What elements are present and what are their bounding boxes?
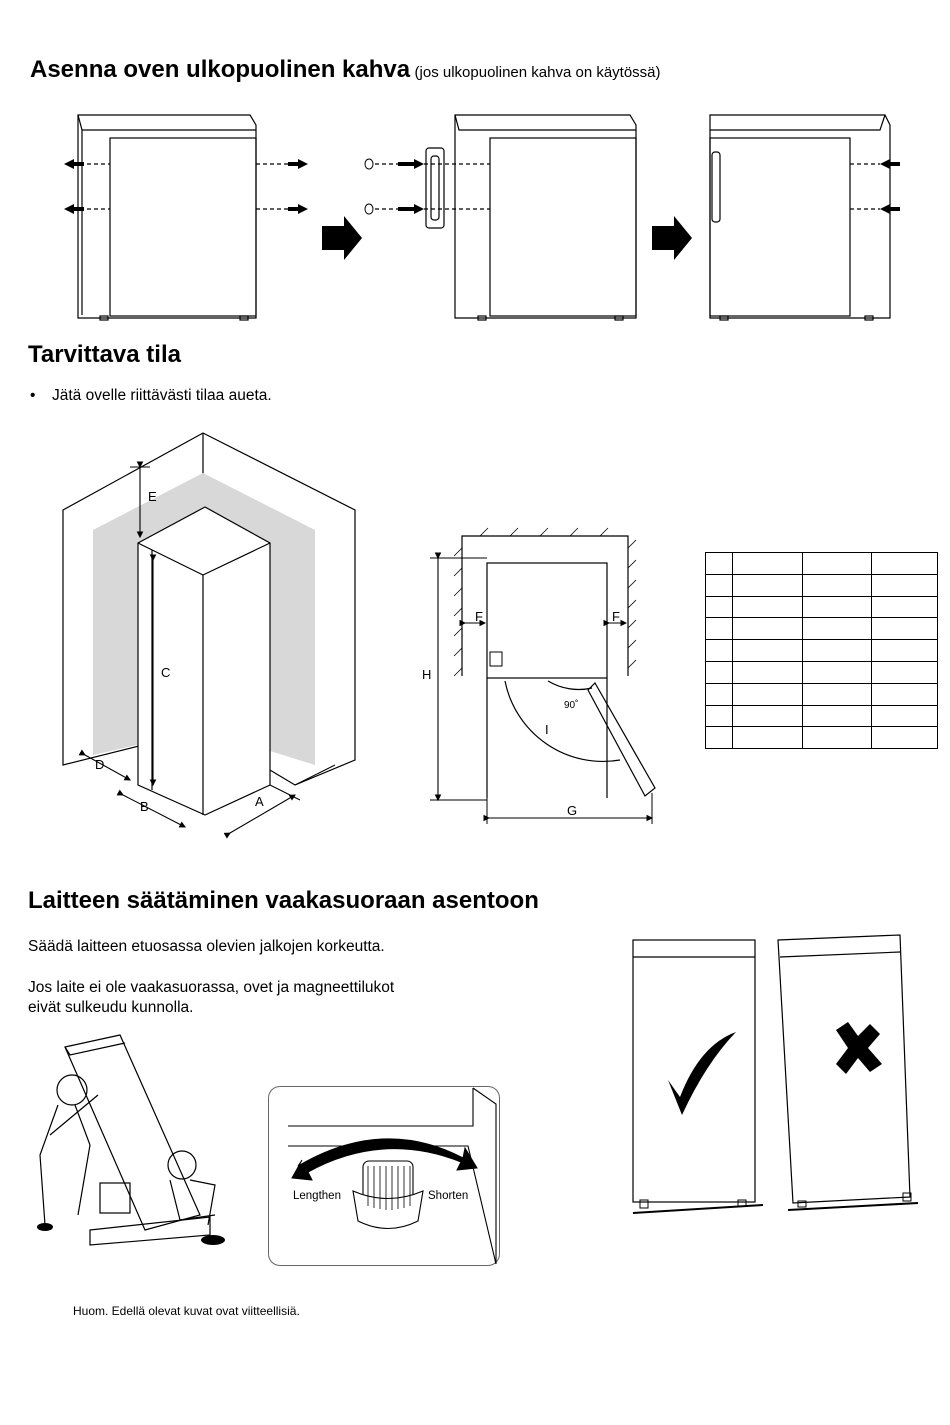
dim-d [85, 755, 130, 780]
dimensions-table-cell [732, 574, 802, 596]
dimensions-table-cell [802, 553, 872, 575]
dimensions-table-cell [802, 640, 872, 662]
isometric-space-diagram [55, 425, 375, 835]
section-install-handle-heading [30, 56, 661, 84]
required-space-title: Tarvittava tila [28, 341, 181, 368]
footnote: Huom. Edellä olevat kuvat ovat viitteellisiä. [73, 1304, 300, 1318]
dimensions-table-row [706, 618, 938, 640]
dimensions-table-row [706, 661, 938, 683]
door-handle [426, 148, 444, 228]
plan-view-diagram [420, 528, 660, 828]
dimensions-table-cell [732, 661, 802, 683]
label-f-left: F [475, 609, 483, 624]
leveling-paragraph-2-line-1: Jos laite ei ole vaakasuorassa, ovet ja magneettilukot [28, 979, 395, 996]
dimensions-table-cell [802, 727, 872, 749]
dimensions-table-cell [802, 596, 872, 618]
open-door [588, 683, 655, 796]
dimensions-table-cell [706, 640, 733, 662]
fridge-step-1 [78, 115, 256, 320]
dimensions-table-row [706, 553, 938, 575]
step-arrow-2 [652, 216, 692, 260]
shorten-label: Shorten [428, 1190, 469, 1202]
dimensions-table-row [706, 727, 938, 749]
dimensions-table-cell [802, 705, 872, 727]
dimensions-table-cell [872, 618, 938, 640]
dimensions-table [705, 552, 938, 749]
label-angle: 90˚ [564, 700, 579, 711]
label-h: H [422, 667, 432, 682]
leveling-paragraph-1: Säädä laitteen etuosassa olevien jalkojen korkeutta. [28, 938, 385, 955]
checkmark-icon [668, 1032, 736, 1115]
dimensions-table-cell [872, 705, 938, 727]
install-handle-title: Asenna oven ulkopuolinen kahva [30, 56, 411, 83]
dimensions-table-cell [872, 661, 938, 683]
label-f-right: F [612, 609, 620, 624]
person-left-head [57, 1075, 87, 1105]
dimensions-table-cell [732, 618, 802, 640]
dimensions-table-row [706, 574, 938, 596]
foot-adjustment-detail [268, 1086, 498, 1266]
label-i: I [545, 722, 549, 737]
install-handle-subtitle: (jos ulkopuolinen kahva on käytössä) [414, 64, 661, 81]
dimensions-table-cell [802, 661, 872, 683]
dimensions-table-row [706, 596, 938, 618]
label-g: G [567, 803, 578, 818]
leveling-title: Laitteen säätäminen vaakasuoraan asentoon [28, 887, 539, 914]
label-d: D [95, 757, 105, 772]
label-c: C [161, 665, 171, 680]
cross-icon [836, 1022, 882, 1074]
dimensions-table-cell [732, 640, 802, 662]
dimensions-table-cell [732, 683, 802, 705]
fridge-step-3 [710, 115, 890, 320]
dimensions-table-cell [706, 661, 733, 683]
lengthen-label: Lengthen [293, 1190, 341, 1202]
dimensions-table-cell [872, 640, 938, 662]
dimensions-table-cell [802, 683, 872, 705]
dimensions-table-cell [706, 618, 733, 640]
tilting-fridge-illustration [30, 1035, 270, 1265]
dimensions-table-cell [706, 553, 733, 575]
level-comparison-illustration [628, 935, 948, 1235]
label-b: B [140, 799, 149, 814]
dimensions-table-cell [802, 618, 872, 640]
leveling-paragraph-2-line-2: eivät sulkeudu kunnolla. [28, 999, 194, 1016]
label-e: E [148, 489, 157, 504]
dimensions-table-row [706, 705, 938, 727]
dimensions-table-cell [872, 683, 938, 705]
dimensions-table-cell [706, 683, 733, 705]
dimensions-table-cell [872, 727, 938, 749]
dimensions-table-cell [872, 596, 938, 618]
dimensions-table-cell [732, 727, 802, 749]
fridge-step-2 [455, 115, 636, 320]
dimensions-table-cell [872, 553, 938, 575]
fridge-top-view [487, 563, 607, 678]
dimensions-table-cell [732, 705, 802, 727]
dimensions-table-row [706, 640, 938, 662]
dimensions-table-cell [732, 596, 802, 618]
dimensions-table-cell [732, 553, 802, 575]
step-arrow-1 [322, 216, 362, 260]
dimensions-table-cell [706, 705, 733, 727]
dimensions-table-cell [706, 574, 733, 596]
handle-installation-diagram [0, 100, 950, 340]
dimensions-table-cell [802, 574, 872, 596]
dimensions-table-cell [706, 596, 733, 618]
required-space-bullet-text: Jätä ovelle riittävästi tilaa aueta. [52, 387, 272, 404]
dimensions-table-cell [706, 727, 733, 749]
required-space-bullet: • Jätä ovelle riittävästi tilaa aueta. [30, 387, 272, 404]
dimensions-table-row [706, 683, 938, 705]
dimensions-table-cell [872, 574, 938, 596]
label-a: A [255, 794, 264, 809]
